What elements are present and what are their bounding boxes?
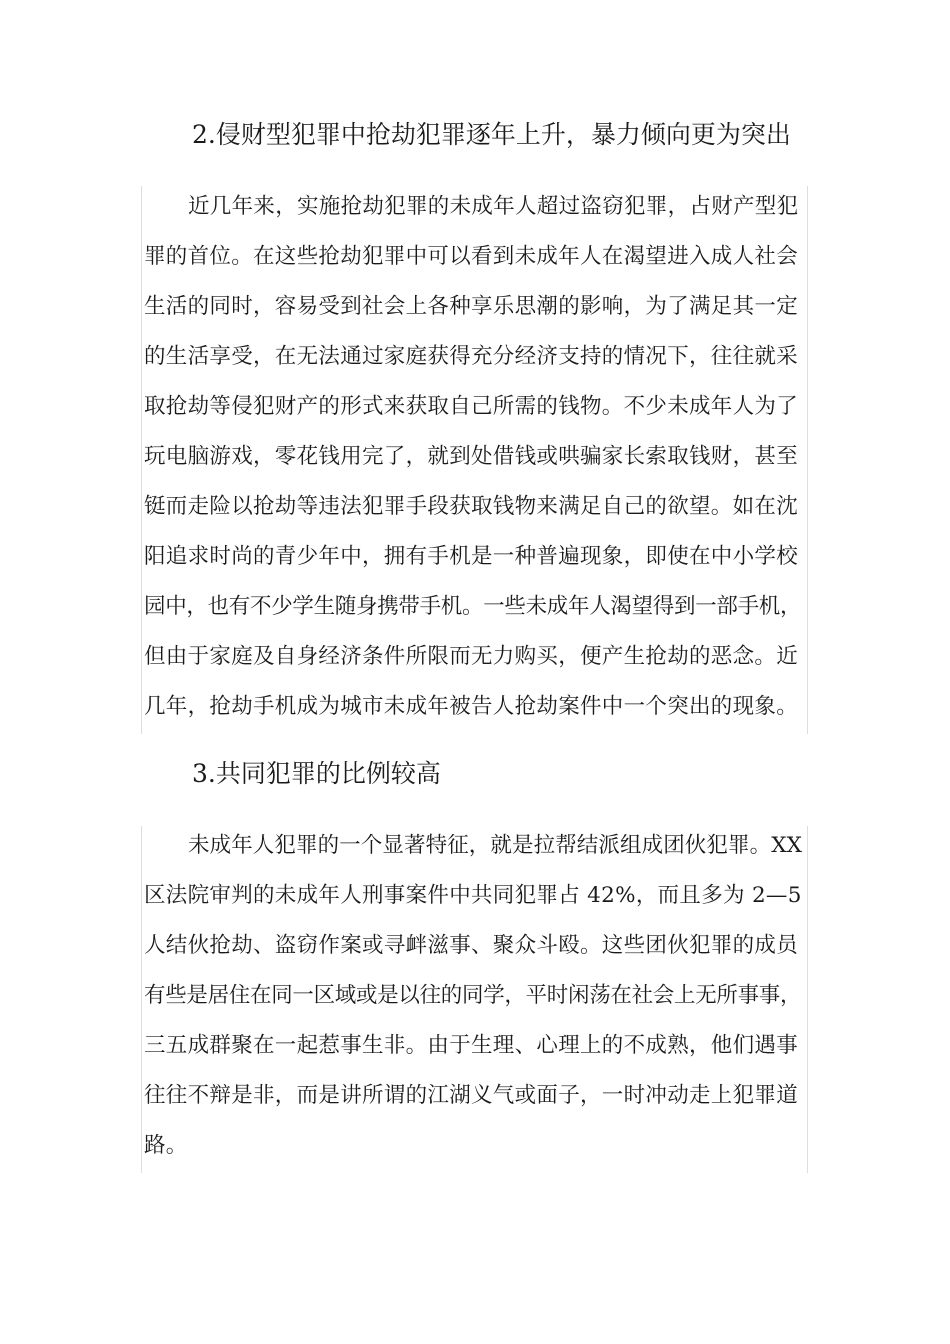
paragraph-line: 玩电脑游戏，零花钱用完了，就到处借钱或哄骗家长索取钱财，甚至 xyxy=(144,444,799,469)
paragraph-line: 罪的首位。在这些抢劫犯罪中可以看到未成年人在渴望进入成人社会 xyxy=(144,244,799,269)
paragraph-line: 有些是居住在同一区域或是以往的同学，平时闲荡在社会上无所事事， xyxy=(144,983,802,1008)
paragraph-line: 近几年来，实施抢劫犯罪的未成年人超过盗窃犯罪，占财产型犯 xyxy=(188,194,799,219)
paragraph-line: 生活的同时，容易受到社会上各种享乐思潮的影响，为了满足其一定 xyxy=(144,294,799,319)
paragraph-line: 铤而走险以抢劫等违法犯罪手段获取钱物来满足自己的欲望。如在沈 xyxy=(144,494,799,519)
paragraph-line: 园中，也有不少学生随身携带手机。一些未成年人渴望得到一部手机， xyxy=(144,594,802,619)
paragraph-line: 区法院审判的未成年人刑事案件中共同犯罪占 42%，而且多为 2—5 xyxy=(144,883,802,908)
section-3-paragraph xyxy=(141,826,808,1173)
section-2-paragraph xyxy=(141,186,808,734)
paragraph-line: 但由于家庭及自身经济条件所限而无力购买，便产生抢劫的恶念。近 xyxy=(144,644,799,669)
paragraph-line: 路。 xyxy=(144,1133,188,1158)
paragraph-line: 未成年人犯罪的一个显著特征，就是拉帮结派组成团伙犯罪。XX xyxy=(188,833,803,858)
paragraph-line: 三五成群聚在一起惹事生非。由于生理、心理上的不成熟，他们遇事 xyxy=(144,1033,799,1058)
section-2-heading: 2.侵财型犯罪中抢劫犯罪逐年上升，暴力倾向更为突出 xyxy=(192,120,791,149)
section-3-heading: 3.共同犯罪的比例较高 xyxy=(192,759,441,788)
paragraph-line: 人结伙抢劫、盗窃作案或寻衅滋事、聚众斗殴。这些团伙犯罪的成员 xyxy=(144,933,799,958)
paragraph-line: 往往不辩是非，而是讲所谓的江湖义气或面子，一时冲动走上犯罪道 xyxy=(144,1083,799,1108)
paragraph-line: 的生活享受，在无法通过家庭获得充分经济支持的情况下，往往就采 xyxy=(144,344,799,369)
paragraph-line: 取抢劫等侵犯财产的形式来获取自己所需的钱物。不少未成年人为了 xyxy=(144,394,799,419)
paragraph-line: 阳追求时尚的青少年中，拥有手机是一种普遍现象，即使在中小学校 xyxy=(144,544,799,569)
paragraph-line: 几年，抢劫手机成为城市未成年被告人抢劫案件中一个突出的现象。 xyxy=(144,694,799,719)
